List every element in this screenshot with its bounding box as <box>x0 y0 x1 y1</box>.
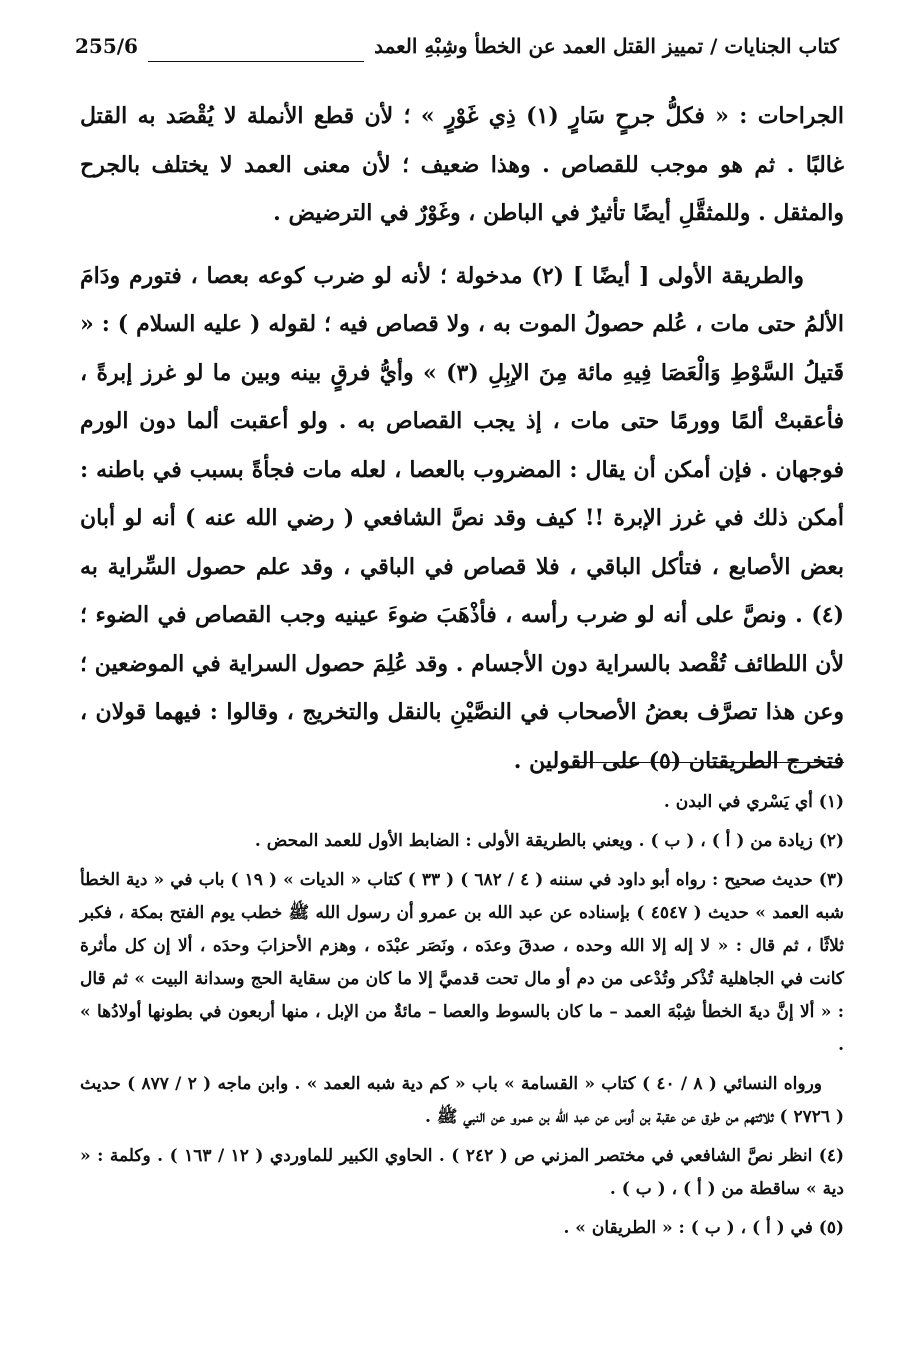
paragraph-2: والطريقة الأولى [ أيضًا ] (٢) مدخولة ؛ لأنه لو ضرب كوعه بعصا ، فتورم ودَامَ الألمُ حتى مات ، عُلم حصولُ الموت به ، ولا قصاص فيه ؛ لقوله ( عليه السلام ) : « قَتيلُ السَّوْطِ وَالْعَصَا فِيهِ مائة مِنَ الإبِلِ (٣) » وأيُّ فرقٍ بينه وبين ما لو غرز إبرةً ، فأعقبتْ ألمًا وورمًا حتى مات ، إذ يجب القصاص به . ولو أعقبت ألما دون الورم فوجهان . فإن أمكن أن يقال : المضروب بالعصا ، لعله مات فجأةً بسبب في باطنه : أمكن ذلك في غرز الإبرة !! كيف وقد نصَّ الشافعي ( رضي الله عنه ) أنه لو أبان بعض الأصابع ، فتأكل الباقي ، فلا قصاص في الباقي ، وقد علم حصول السِّراية به (٤) . ونصَّ على أنه لو ضرب رأسه ، فأذْهَبَ ضوءَ عينيه وجب القصاص في الضوء ؛ لأن اللطائف تُقْصد بالسراية دون الأجسام . وقد عُلِمَ حصول السراية في الموضعين ؛ وعن هذا تصرَّف بعضُ الأصحاب في النصَّيْنِ بالنقل والتخريج ، وقالوا : فيهما قولان ، فتخرج الطريقتان (٥) على القولين . <box>80 262 844 774</box>
header-rule <box>148 61 364 62</box>
paragraph-1: الجراحات : « فكلُّ جرحٍ سَارٍ (١) ذِي غَوْرٍ » ؛ لأن قطع الأنملة لا يُقْصَد به القتل غالبًا . ثم هو موجب للقصاص . وهذا ضعيف ؛ لأن معنى العمد لا يختلف بالجرح والمثقل . وللمثقَّلِ أيضًا تأثيرٌ في الباطن ، وغَوْرٌ في الترضيض . <box>80 103 844 226</box>
footnote-3: (٣) حديث صحيح : رواه أبو داود في سننه ( ٤ / ٦٨٢ ) ( ٣٣ ) كتاب « الديات » ( ١٩ ) باب في « دية الخطأ شبه العمد » حديث ( ٤٥٤٧ ) بإسناده عن عبد الله بن عمرو أن رسول الله ﷺ خطب يوم الفتح بمكة ، فكبر ثلاثًا ، ثم قال : « لا إله إلا الله وحده ، صدقَ وعدَه ، ونَصَر عبْدَه ، وهزم الأحزابَ وحدَه ، ألا إن كل مأثرة كانت في الجاهلية تُذْكر وتُدْعى من دم أو مال تحت قدميَّ إلا ما كان من سقاية الحج وسدانة البيت » ثم قال : « ألا إنَّ ديةَ الخطأ شِبْهَ العمد – ما كان بالسوط والعصا – مائةٌ من الإبل ، منها أربعون في بطونها أولادُها » . <box>80 870 844 1055</box>
running-header <box>75 34 839 68</box>
footnote-1: (١) أي يَسْري في البدن . <box>663 792 844 812</box>
footnote-separator <box>574 762 844 763</box>
page-number: 255/6 <box>75 34 138 58</box>
header-title: كتاب الجنايات / تمييز القتل العمد عن الخطأ وشِبْهِ العمد <box>374 34 839 58</box>
main-text <box>80 92 844 785</box>
footnotes <box>80 786 844 1251</box>
footnote-3-continuation: ورواه النسائي ( ٨ / ٤٠ ) كتاب « القسامة » باب « كم دية شبه العمد » . وابن ماجه ( ٢ / ٨٧٧ ) حديث ( ٢٧٢٦ ) ثلاثتهم من طرق عن عقبة بن أوس عن عبد الله بن عمرو عن النبي ﷺ . <box>80 1074 844 1127</box>
footnote-2: (٢) زيادة من ( أ ) ، ( ب ) . ويعني بالطريقة الأولى : الضابط الأول للعمد المحض . <box>254 831 844 851</box>
footnote-4: (٤) انظر نصَّ الشافعي في مختصر المزني ص ( ٢٤٢ ) . الحاوي الكبير للماوردي ( ١٢ / ١٦٣ ) . وكلمة : « دية » ساقطة من ( أ ) ، ( ب ) . <box>80 1146 845 1199</box>
footnote-5: (٥) في ( أ ) ، ( ب ) : « الطريقان » . <box>563 1218 844 1238</box>
